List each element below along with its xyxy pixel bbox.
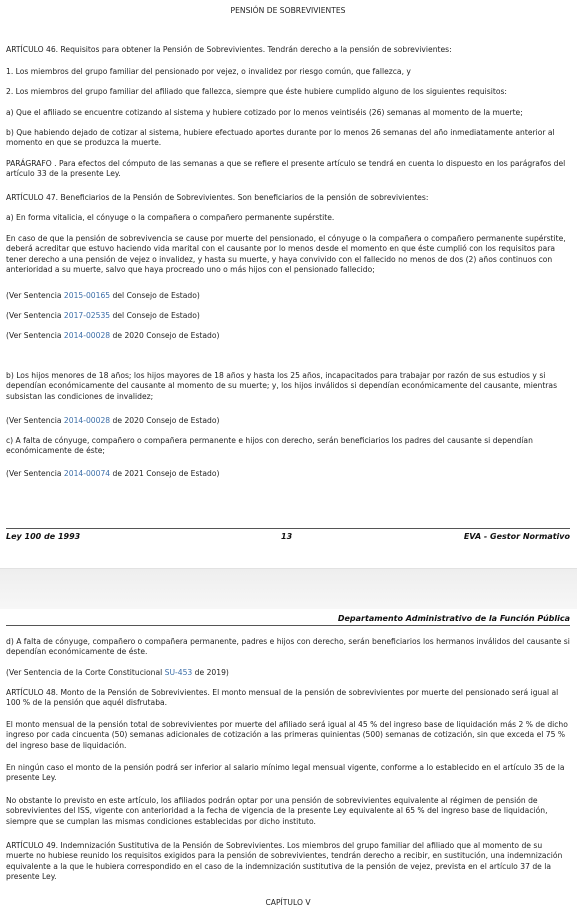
paragraph-47-b: b) Los hijos menores de 18 años; los hijos mayores de 18 años y hasta los 25 años, incapacitados para trabajar por razón de sus estudios y si dependían económicamente del causante al momento de su muerte; y, los hijos inválidos si dependían económicamente del causante, mientras subsistan las condiciones de invalidez; xyxy=(6,371,558,401)
sentence-link[interactable]: 2015-00165 xyxy=(63,291,111,300)
footer-source: EVA - Gestor Normativo xyxy=(463,532,570,541)
sentence-link[interactable]: 2014-00028 xyxy=(63,416,111,425)
paragraph-item-1: 1. Los miembros del grupo familiar del pensionado por vejez, o invalidez por riesgo común, que fallezca, y xyxy=(6,67,411,76)
reference-prefix: (Ver Sentencia xyxy=(6,416,64,425)
sentence-reference xyxy=(6,416,570,426)
reference-prefix: (Ver Sentencia xyxy=(6,469,64,478)
paragraph-47-case: En caso de que la pensión de sobrevivencia se cause por muerte del pensionado, el cónyuge o la compañera o compañero permanente supérstite, deberá acreditar que estuvo haciendo vida marital con el causante por lo menos desde el momento en que éste cumplió con los requisitos para tener derecho a una pensión de vejez o invalidez, y hasta su muerte, y haya convivido con el fallecido no menos de dos (2) años continuos con anterioridad a su muerte, salvo que haya procreado uno o más hijos con el pensionado fallecido; xyxy=(6,234,566,275)
paragrafo: PARÁGRAFO . Para efectos del cómputo de las semanas a que se refiere el presente artículo se tendrá en cuenta lo dispuesto en los parágrafos del artículo 33 de la presente Ley. xyxy=(6,159,566,179)
header-divider xyxy=(6,625,570,626)
article-46-heading: ARTÍCULO 46. Requisitos para obtener la Pensión de Sobrevivientes. Tendrán derecho a la pensión de sobrevivientes: xyxy=(6,45,452,54)
sentence-reference xyxy=(6,291,570,301)
reference-prefix: (Ver Sentencia xyxy=(6,331,64,340)
sentence-reference xyxy=(6,668,570,678)
reference-suffix: de 2020 Consejo de Estado) xyxy=(110,331,220,340)
reference-suffix: de 2019) xyxy=(192,668,229,677)
sentence-link[interactable]: 2014-00074 xyxy=(63,469,111,478)
sentence-link[interactable]: 2014-00028 xyxy=(63,331,111,340)
reference-suffix: de 2021 Consejo de Estado) xyxy=(110,469,220,478)
sentence-reference xyxy=(6,469,570,479)
reference-suffix: de 2020 Consejo de Estado) xyxy=(110,416,220,425)
paragraph-item-b: b) Que habiendo dejado de cotizar al sistema, hubiere efectuado aportes durante por lo menos 26 semanas del año inmediatamente anterior al momento en que se produzca la muerte. xyxy=(6,128,555,148)
document-page-14 xyxy=(0,609,577,907)
reference-prefix: (Ver Sentencia xyxy=(6,311,64,320)
paragraph-item-a: a) Que el afiliado se encuentre cotizando al sistema y hubiere cotizado por lo menos veintiséis (26) semanas al momento de la muerte; xyxy=(6,108,523,117)
article-48-heading: ARTÍCULO 48. Monto de la Pensión de Sobrevivientes. El monto mensual de la pensión de sobrevivientes por muerte del pensionado será igual al 100 % de la pensión que aquél disfrutaba. xyxy=(6,688,559,708)
paragraph-item-2: 2. Los miembros del grupo familiar del afiliado que fallezca, siempre que éste hubiere cumplido alguno de los siguientes requisitos: xyxy=(6,87,507,96)
sentence-reference xyxy=(6,331,570,341)
paragraph-48-c: En ningún caso el monto de la pensión podrá ser inferior al salario mínimo legal mensual vigente, conforme a lo establecido en el artículo 35 de la presente Ley. xyxy=(6,763,565,783)
page-separator xyxy=(0,568,577,610)
reference-prefix: (Ver Sentencia de la Corte Constitucional xyxy=(6,668,165,677)
paragraph-47-a: a) En forma vitalicia, el cónyuge o la compañera o compañero permanente supérstite. xyxy=(6,213,335,222)
article-49-heading: ARTÍCULO 49. Indemnización Sustitutiva de la Pensión de Sobrevivientes. Los miembros del grupo familiar del afiliado que al momento de su muerte no hubiese reunido los requisitos exigidos para la pensión de sobrevivientes, tendrán derecho a recibir, en sustitución, una indemnización equivalente a la que le hubiera correspondido en el caso de la indemnización sustitutiva de la pensión de vejez, prevista en el artículo 37 de la presente Ley. xyxy=(6,841,563,882)
sentence-reference xyxy=(6,311,570,321)
paragraph-48-d: No obstante lo previsto en este artículo, los afiliados podrán optar por una pensión de sobrevivientes equivalente al régimen de pensión de sobrevivientes del ISS, vigente con anterioridad a la fecha de vigencia de la presente Ley equivalente al 65 % del ingreso base de liquidación, siempre que se cumplan las mismas condiciones establecidas por dicho instituto. xyxy=(6,796,548,826)
article-47-heading: ARTÍCULO 47. Beneficiarios de la Pensión de Sobrevivientes. Son beneficiarios de la pensión de sobrevivientes: xyxy=(6,193,429,202)
page-header: Departamento Administrativo de la Función Pública xyxy=(337,614,570,623)
reference-prefix: (Ver Sentencia xyxy=(6,291,64,300)
paragraph-48-b: El monto mensual de la pensión total de sobrevivientes por muerte del afiliado será igual al 45 % del ingreso base de liquidación más 2 % de dicho ingreso por cada cincuenta (50) semanas adicionales de cotización a las primeras quinientas (500) semanas de cotización, sin que exceda el 75 % del ingreso base de liquidación. xyxy=(6,720,568,750)
sentence-link[interactable]: SU-453 xyxy=(164,668,193,677)
sentence-link[interactable]: 2017-02535 xyxy=(63,311,111,320)
reference-suffix: del Consejo de Estado) xyxy=(110,311,200,320)
section-title: PENSIÓN DE SOBREVIVIENTES xyxy=(230,6,346,15)
footer-law-name: Ley 100 de 1993 xyxy=(6,532,81,541)
chapter-heading: CAPÍTULO V xyxy=(265,898,311,907)
paragraph-47-c: c) A falta de cónyuge, compañero o compañera permanente e hijos con derecho, serán beneficiarios los padres del causante si dependían económicamente de éste; xyxy=(6,436,533,456)
page-number: 13 xyxy=(281,532,293,541)
reference-suffix: del Consejo de Estado) xyxy=(110,291,200,300)
footer-divider xyxy=(6,528,570,529)
paragraph-47-d: d) A falta de cónyuge, compañero o compañera permanente, padres e hijos con derecho, serán beneficiarios los hermanos inválidos del causante si dependían económicamente de éste. xyxy=(6,637,570,657)
